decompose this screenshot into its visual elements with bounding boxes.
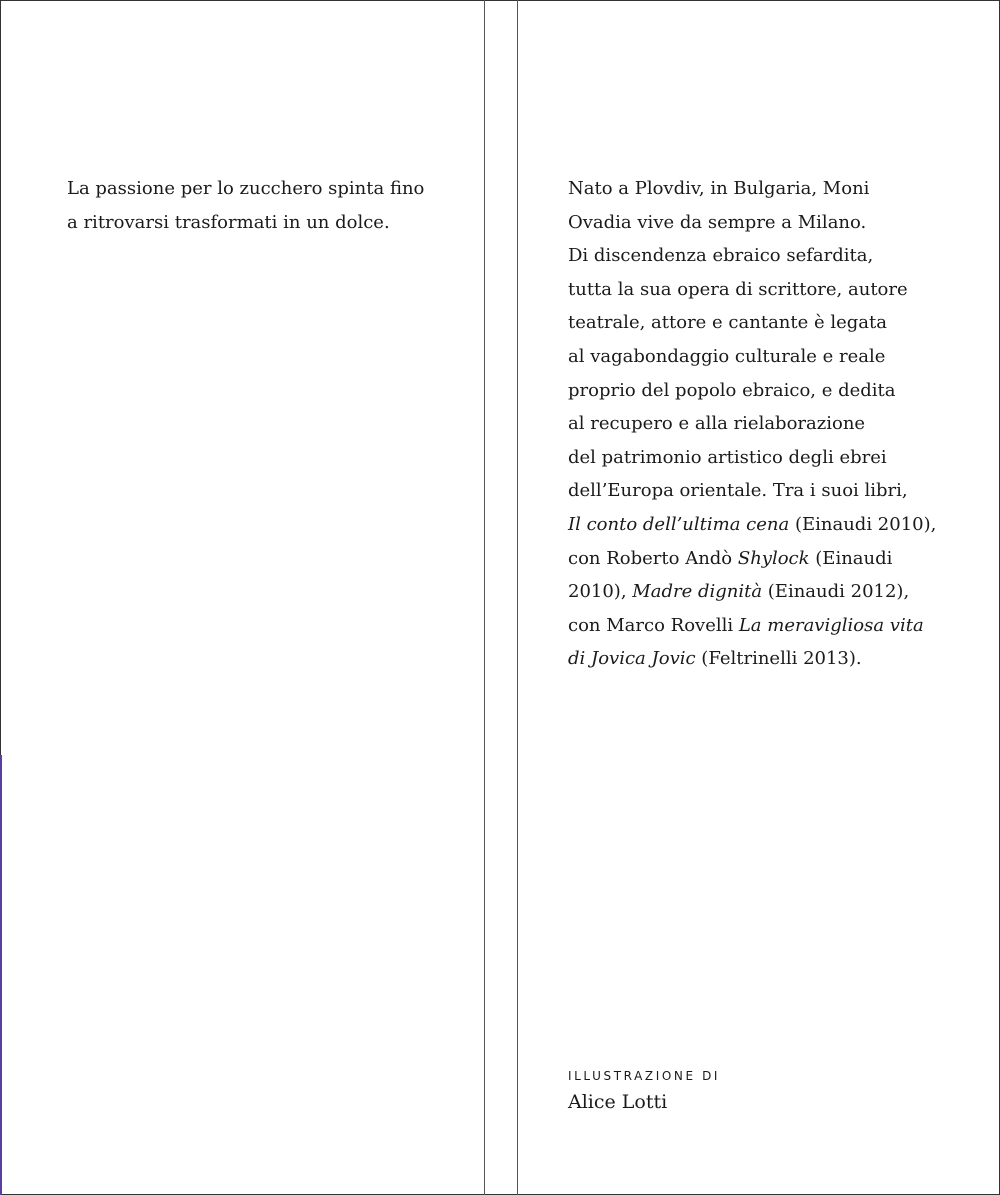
bio-line (568, 542, 978, 576)
bio-text: (Feltrinelli 2013). (695, 648, 862, 670)
left-edge-color-mark (0, 755, 2, 1195)
bio-text: proprio del popolo ebraico, e dedita (568, 379, 896, 401)
bio-line (568, 206, 978, 240)
bio-line (568, 609, 978, 643)
book-title: Madre dignità (632, 581, 763, 603)
bio-text: con Marco Rovelli (568, 614, 739, 636)
bio-text: (Einaudi (809, 547, 893, 569)
fold-line-left (484, 0, 485, 1195)
bio-line (568, 374, 978, 408)
bio-line (568, 172, 978, 206)
book-title: di Jovica Jovic (568, 648, 696, 670)
bio-line (568, 474, 978, 508)
bio-line (568, 407, 978, 441)
bio-text: al recupero e alla rielaborazione (568, 413, 866, 435)
bio-text: Ovadia vive da sempre a Milano. (568, 211, 867, 233)
bio-line (568, 273, 978, 307)
illustration-credit (568, 1066, 720, 1116)
bio-line (568, 306, 978, 340)
bio-line (568, 575, 978, 609)
bio-text: teatrale, attore e cantante è legata (568, 312, 887, 334)
bio-text: tutta la sua opera di scrittore, autore (568, 278, 908, 300)
bio-text: (Einaudi 2012), (762, 581, 910, 603)
bio-line (568, 508, 978, 542)
fold-line-right (517, 0, 518, 1195)
book-title: La meravigliosa vita (738, 614, 924, 636)
credit-label: ILLUSTRAZIONE DI (568, 1069, 721, 1083)
bio-text: Nato a Plovdiv, in Bulgaria, Moni (568, 178, 870, 199)
bio-line (568, 239, 978, 273)
illustrator-name: Alice Lotti (568, 1091, 668, 1113)
bio-text: del patrimonio artistico degli ebrei (568, 446, 887, 468)
bio-line (568, 441, 978, 475)
author-bio-panel (568, 172, 978, 676)
blurb-panel (67, 172, 467, 239)
bio-text: dell’Europa orientale. Tra i suoi libri, (568, 480, 908, 502)
blurb-line: a ritrovarsi trasformati in un dolce. (67, 211, 390, 233)
bio-text: con Roberto Andò (568, 547, 738, 569)
bio-line (568, 642, 978, 676)
book-title: Shylock (737, 547, 810, 569)
bio-text: 2010), (568, 581, 633, 603)
blurb-line: La passione per lo zucchero spinta fino (67, 178, 425, 199)
book-title: Il conto dell’ultima cena (568, 513, 790, 535)
bio-text: Di discendenza ebraico sefardita, (568, 245, 874, 267)
bio-text: al vagabondaggio culturale e reale (568, 345, 886, 367)
bio-line (568, 340, 978, 374)
bio-text: (Einaudi 2010), (789, 513, 937, 535)
